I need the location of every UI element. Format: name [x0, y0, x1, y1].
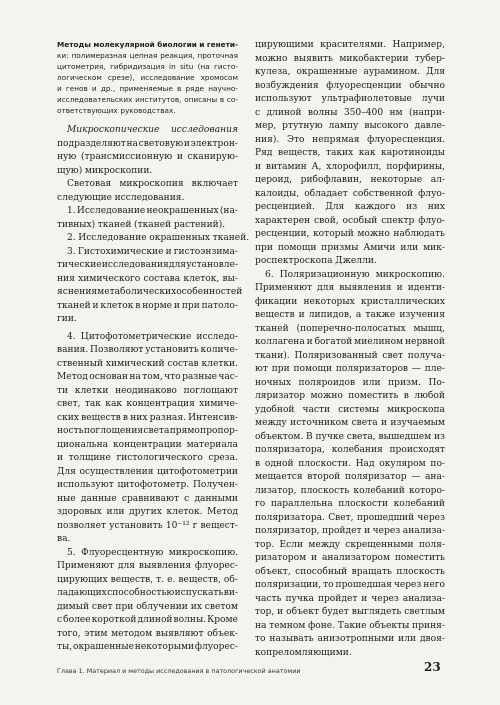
text-line: коллагена и богатой миелином нервной	[255, 337, 445, 347]
text-line: вания. Позволяют установить количе-	[57, 345, 238, 355]
text-line: Световая микроскопия включает	[67, 179, 238, 189]
text-line: тканей (поперечно-полосатых мышц,	[255, 323, 445, 334]
text-line: ладающих способностью испускать ви-	[57, 588, 238, 598]
text-line: с длиной волны 350–400 нм (напри-	[255, 107, 445, 118]
text-line: мер, ртутную лампу высокого давле-	[255, 121, 445, 131]
text-line: 1. Исследование неокрашенных (на-	[67, 206, 238, 216]
text-line: ночных поляроидов или призм. По-	[255, 377, 445, 388]
text-line: 4. Цитофотометрические исследо-	[67, 331, 238, 342]
text-line: го параллельна плоскости колебаний	[255, 499, 445, 509]
text-line: роспектроскопа Джелли.	[255, 256, 377, 266]
text-line: 2. Исследование окрашенных тканей.	[67, 233, 250, 243]
text-line: тические исследования для установле-	[57, 260, 238, 270]
text-line: ственный химический состав клетки.	[57, 358, 238, 369]
text-line: ва.	[57, 534, 71, 544]
text-line: ную (трансмиссионную и сканирую-	[57, 152, 238, 162]
text-line: и витамин А, хлорофилл, порфирины,	[255, 161, 445, 172]
text-line: часть пучка пройдет и через анализа-	[255, 593, 445, 604]
text-line: тивных) тканей (тканей растений).	[57, 219, 226, 230]
text-line: Метод основан на том, что разные час-	[57, 372, 238, 382]
text-line: следующие исследования.	[57, 192, 185, 203]
text-line: циональна концентрации материала	[57, 439, 238, 450]
text-line: калоиды, обладает собственной флуо-	[255, 188, 445, 199]
text-line: Методы молекулярной биологии и генети-	[57, 40, 238, 49]
text-line: поляризатора. Свет, прошедший через	[255, 512, 445, 523]
text-line: цитометрия, гибридизация in situ (на гисто-	[57, 62, 238, 71]
text-line: то называть анизотропными или двоя-	[255, 634, 445, 644]
text-line: ляризатор можно поместить в любой	[255, 391, 445, 401]
text-line: удобной части системы микроскопа	[255, 404, 445, 415]
text-line: ткани). Поляризованный свет получа-	[255, 350, 445, 361]
text-line: поляризации, то прошедшая через него	[255, 580, 445, 590]
text-line: ки: полимеразная цепная реакция, проточная	[57, 51, 238, 60]
text-line: ских веществ в них разная. Интенсив-	[57, 412, 238, 423]
text-line: 6. Поляризационную микроскопию.	[265, 269, 445, 280]
text-line: поляризатор, пройдет и через анализа-	[255, 526, 445, 536]
text-line: подразделяют на световую и электрон-	[57, 138, 238, 149]
text-line: объектом. В пучке света, вышедшем из	[255, 431, 445, 442]
text-line: Микроскопические исследования	[67, 125, 238, 135]
text-line: копреломляющими.	[255, 647, 352, 658]
text-line: тор, и объект будет выглядеть светлым	[255, 607, 445, 617]
text-line: щую) микроскопии.	[57, 165, 153, 176]
text-line: и толщине гистологического среза.	[57, 453, 238, 463]
text-line: характерен свой, особый спектр флуо-	[255, 215, 445, 226]
text-line: тор. Если между скрещенными поля-	[255, 539, 445, 550]
text-line: фикации некоторых кристаллических	[255, 296, 445, 307]
text-line: ния). Это непрямая флуоресценция.	[255, 134, 445, 145]
text-line: Применяют для выявления и иденти-	[255, 283, 445, 293]
text-line: ти клетки неодинаково поглощают	[57, 385, 238, 396]
text-line: ответствующих руководствах.	[57, 106, 176, 115]
text-line: и генов и др., применяемые в ряде научно-	[57, 84, 238, 93]
text-line: 3. Гистохимические и гистоэнзима-	[67, 246, 238, 257]
text-line: на темном фоне. Такие объекты приня-	[255, 620, 445, 631]
text-line: гии.	[57, 314, 77, 324]
text-line: возбуждения флуоресценции обычно	[255, 80, 445, 91]
text-line: цирующих веществ, т. е. веществ, об-	[57, 574, 238, 585]
text-line: тканей и клеток в норме и при патоло-	[57, 300, 238, 311]
text-line: ют при помощи поляризаторов — пле-	[255, 364, 445, 374]
text-line: ризатором и анализатором поместить	[255, 553, 445, 563]
text-line: свет, так как концентрация химиче-	[57, 399, 238, 409]
text-line: веществ и липидов, а также изучения	[255, 310, 445, 320]
text-line: между источником света и изучаемым	[255, 418, 445, 428]
text-line: поляризатора, колебания происходят	[255, 445, 445, 455]
text-line: логическом срезе), исследование хромосом	[57, 73, 238, 82]
text-line: ность поглощения света прямо пропор-	[57, 426, 238, 436]
text-line: ресценции, который можно наблюдать	[255, 229, 445, 239]
text-line: кулеза, окрашенные аурамином. Для	[255, 67, 445, 77]
text-line: в одной плоскости. Над окуляром по-	[255, 458, 445, 469]
text-line: позволяет установить 10⁻¹² г вещест-	[57, 520, 238, 531]
text-line: ния химического состава клеток, вы-	[57, 273, 238, 284]
text-line: используют цитофотометр. Получен-	[57, 480, 238, 490]
text-line: цероид, рибофлавин, некоторые ал-	[255, 175, 445, 185]
text-line: с более короткой длиной волны. Кроме	[57, 615, 238, 625]
text-line: объект, способный вращать плоскость	[255, 566, 445, 577]
text-line: Для осуществления цитофотометрии	[57, 466, 238, 477]
text-line: цирующими красителями. Например,	[255, 40, 445, 50]
text-line: используют ультрафиолетовые лучи	[255, 94, 445, 104]
right-column	[255, 39, 445, 660]
text-line: того, этим методом выявляют объек-	[57, 628, 238, 639]
text-line: мещается второй поляризатор — ана-	[255, 472, 445, 482]
paragraph-gap	[57, 116, 238, 124]
text-line: ные данные сравнивают с данными	[57, 493, 238, 504]
text-line: ресценцией. Для каждого из них	[255, 202, 445, 212]
running-footer: Глава 1. Материал и методы исследования в патологической анатомии	[57, 667, 301, 675]
text-line: исследовательских институтов, описаны в со-	[57, 95, 238, 104]
text-line: 5. Флуоресцентную микроскопию.	[67, 547, 238, 558]
text-line: димый свет при облучении их светом	[57, 601, 238, 612]
page-number: 23	[424, 660, 441, 674]
text-line: можно выявить микобактерии тубер-	[255, 53, 445, 64]
text-line: при помощи призмы Амичи или мик-	[255, 242, 445, 253]
text-line: Применяют для выявления флуорес-	[57, 561, 238, 571]
text-line: лизатор, плоскость колебаний которо-	[255, 485, 445, 496]
text-line: ты, окрашенные некоторыми флуорес-	[57, 642, 238, 652]
text-line: Ряд веществ, таких как каротиноиды	[255, 148, 445, 158]
text-line: яснения метаболических особенностей	[57, 287, 243, 297]
left-column	[57, 39, 250, 655]
text-line: здоровых или других клеток. Метод	[57, 507, 238, 517]
